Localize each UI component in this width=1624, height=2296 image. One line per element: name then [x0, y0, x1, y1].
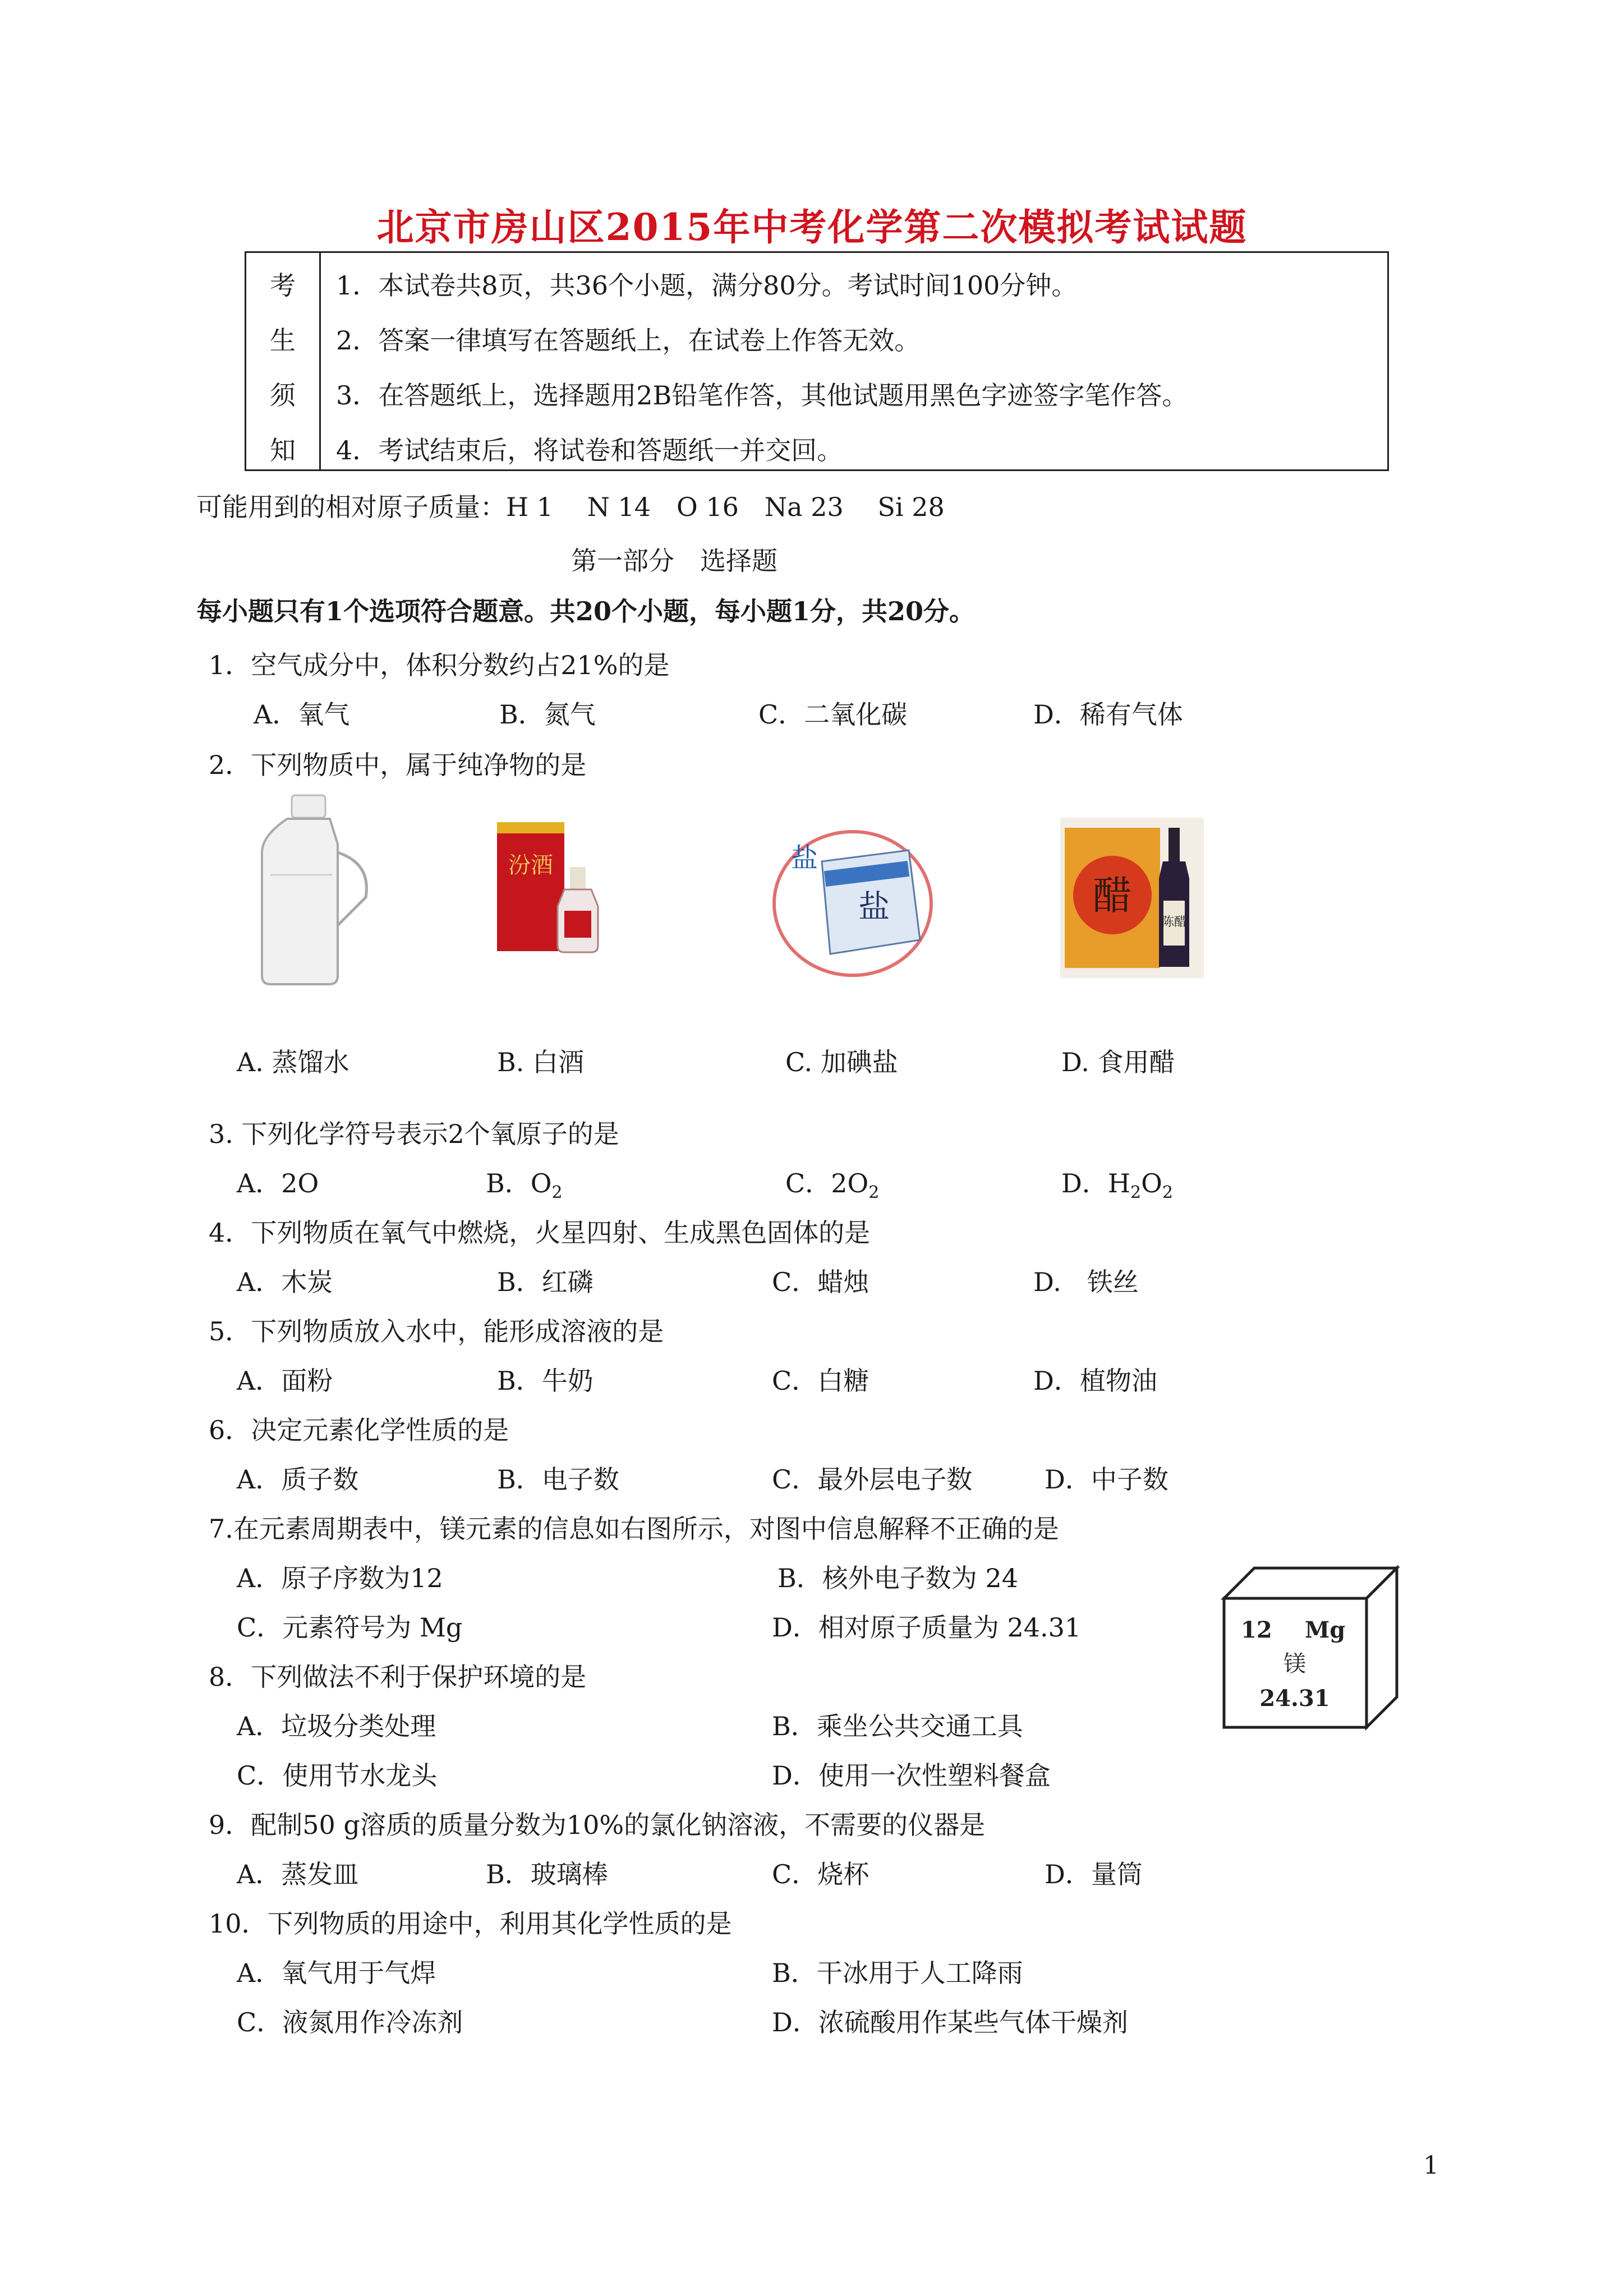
notice-box [245, 251, 1389, 471]
mg-symbol: Mg [1305, 1617, 1346, 1643]
option: C．二氧化碳 [758, 699, 908, 730]
atomic-masses: 可能用到的相对原子质量：H 1 N 14 O 16 Na 23 Si 28 [196, 492, 945, 522]
option: A．氧气 [254, 699, 350, 730]
option: B．电子数 [497, 1464, 619, 1495]
option: B．乘坐公共交通工具 [772, 1711, 1023, 1741]
option: D．量筒 [1045, 1859, 1143, 1889]
option: C．最外层电子数 [772, 1464, 973, 1495]
option: D．植物油 [1033, 1366, 1157, 1396]
option: B．氮气 [499, 699, 596, 730]
option: A．蒸发皿 [237, 1859, 359, 1889]
option: C．$2O_2$ [785, 1168, 880, 1202]
option: D．稀有气体 [1033, 699, 1183, 730]
option: C．蜡烛 [772, 1267, 869, 1297]
question-stem: 4．下列物质在氧气中燃烧，火星四射、生成黑色固体的是 [209, 1218, 871, 1248]
option: C．使用节水龙头 [237, 1760, 438, 1791]
question-stem: 1．空气成分中，体积分数约占21%的是 [209, 650, 670, 680]
option: A．质子数 [237, 1464, 359, 1495]
option: A．2O [237, 1168, 319, 1198]
page-title: 北京市房山区2015年中考化学第二次模拟考试试题 [376, 205, 1248, 249]
vinegar-text: 醋 [1093, 873, 1132, 919]
notice-side-char: 须 [270, 380, 296, 411]
option: B．$O_2$ [486, 1168, 563, 1202]
page-number: 1 [1423, 2151, 1439, 2180]
option: B．核外电子数为 24 [778, 1563, 1018, 1593]
question-stem: 8．下列做法不利于保护环境的是 [209, 1662, 587, 1692]
option: B．牛奶 [497, 1366, 594, 1396]
notice-item: 2．答案一律填写在答题纸上，在试卷上作答无效。 [336, 325, 921, 356]
option: C．液氮用作冷冻剂 [237, 2007, 463, 2037]
vinegar-image [1059, 817, 1205, 979]
option: A．木炭 [237, 1267, 333, 1297]
option: A．面粉 [237, 1366, 333, 1396]
notice-side-char: 生 [270, 325, 296, 356]
question-stem: 6．决定元素化学性质的是 [209, 1415, 509, 1445]
notice-item: 3．在答题纸上，选择题用2B铅笔作答，其他试题用黑色字迹签字笔作答。 [336, 380, 1188, 411]
question-stem: 9．配制50 g溶质的质量分数为10%的氯化钠溶液，不需要的仪器是 [209, 1810, 986, 1840]
option: A．氧气用于气焊 [237, 1958, 436, 1988]
option: B. 白酒 [497, 1047, 585, 1077]
bottle-label-text: 汾酒 [508, 852, 553, 878]
option: D．$H_2O_2$ [1061, 1168, 1173, 1202]
question-stem: 2．下列物质中，属于纯净物的是 [209, 750, 587, 780]
option: C．元素符号为 Mg [237, 1612, 463, 1643]
option: D．使用一次性塑料餐盒 [772, 1760, 1051, 1791]
mg-mass: 24.31 [1259, 1685, 1330, 1712]
question-stem: 10．下列物质的用途中，利用其化学性质的是 [209, 1908, 732, 1939]
option: D．浓硫酸用作某些气体干燥剂 [772, 2007, 1128, 2037]
option: B．玻璃棒 [486, 1859, 608, 1889]
mg-name: 镁 [1283, 1651, 1306, 1677]
notice-side-char: 考 [270, 270, 296, 301]
instructions: 每小题只有1个选项符合题意。共20个小题，每小题1分，共20分。 [196, 596, 976, 626]
notice-side-label [246, 253, 321, 469]
option: D. 铁丝 [1033, 1267, 1139, 1297]
option: D. 食用醋 [1061, 1047, 1175, 1077]
option: C．白糖 [772, 1366, 869, 1396]
notice-item: 4．考试结束后，将试卷和答题纸一并交回。 [336, 435, 843, 465]
distilled-water-bottle-image [254, 791, 377, 987]
notice-item: 1．本试卷共8页，共36个小题，满分80分。考试时间100分钟。 [336, 270, 1078, 301]
iodized-salt-image [769, 828, 937, 979]
question-stem: 3. 下列化学符号表示2个氧原子的是 [209, 1119, 619, 1149]
vinegar-bottle-text: 陈醋 [1161, 915, 1187, 929]
option: D．相对原子质量为 24.31 [772, 1612, 1082, 1643]
option: D．中子数 [1045, 1464, 1168, 1495]
option: A．原子序数为12 [237, 1563, 443, 1593]
option: A．垃圾分类处理 [237, 1711, 436, 1741]
mg-atomic-number: 12 [1241, 1617, 1272, 1643]
salt-title-text: 盐 [791, 842, 818, 874]
option: A. 蒸馏水 [237, 1047, 349, 1077]
option: B．干冰用于人工降雨 [772, 1958, 1023, 1988]
question-stem: 5．下列物质放入水中，能形成溶液的是 [209, 1316, 664, 1347]
notice-side-char: 知 [270, 435, 296, 465]
liquor-image [491, 817, 620, 957]
option: C. 加碘盐 [785, 1047, 898, 1077]
option: B．红磷 [497, 1267, 594, 1297]
salt-bag-text: 盐 [858, 889, 890, 925]
option: C．烧杯 [772, 1859, 869, 1889]
question-stem: 7.在元素周期表中，镁元素的信息如右图所示，对图中信息解释不正确的是 [209, 1514, 1059, 1544]
part-title: 第一部分 选择题 [571, 546, 778, 576]
magnesium-element-card [1221, 1565, 1400, 1733]
